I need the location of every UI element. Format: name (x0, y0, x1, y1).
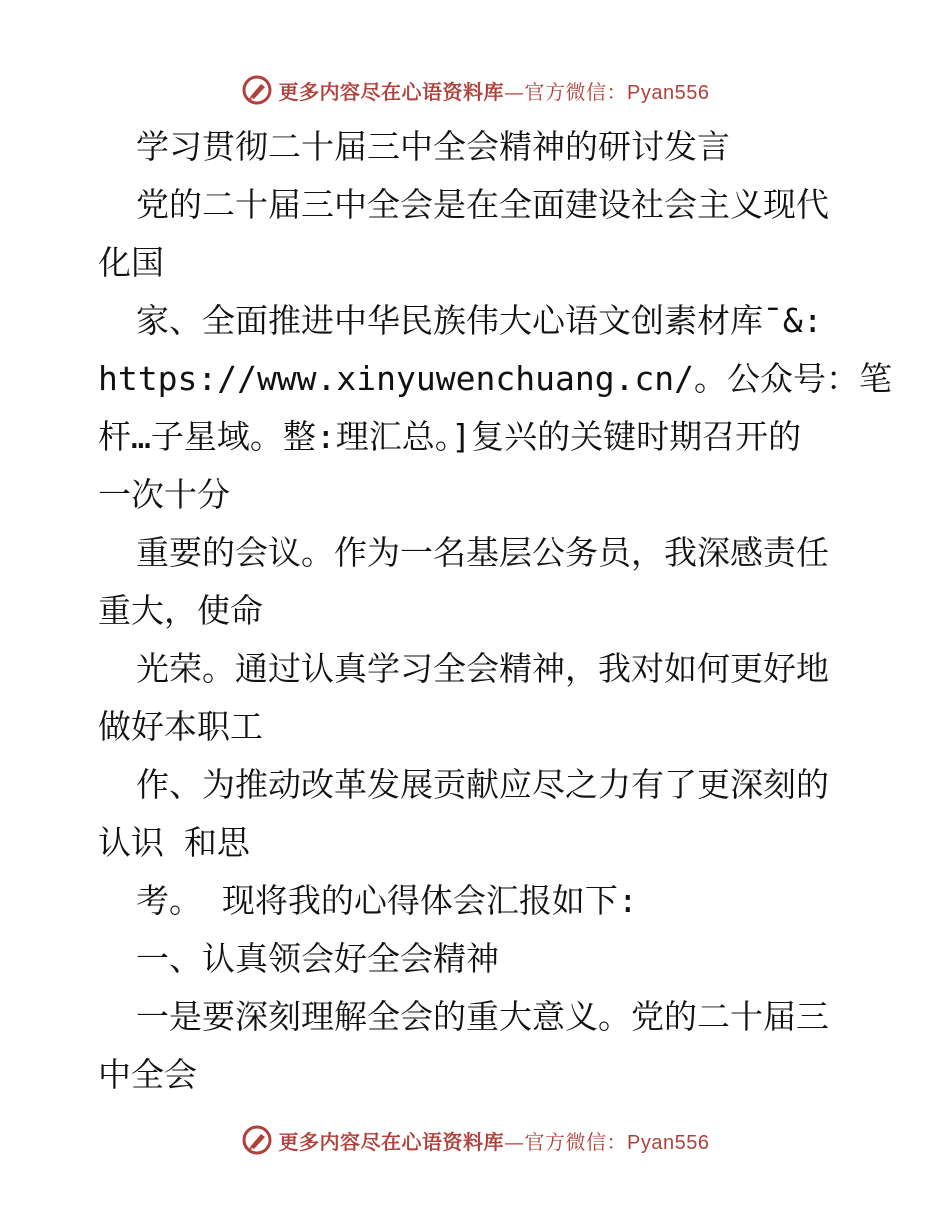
pen-logo-icon (241, 1124, 273, 1156)
watermark-banner-top (0, 70, 950, 110)
paragraph-line: 光荣。通过认真学习全会精神，我对如何更好地 (136, 649, 829, 688)
paragraph-line: 重大，使命 (98, 591, 263, 630)
paragraph-line: 作、为推动改革发展贡献应尽之力有了更深刻的 (136, 765, 829, 804)
banner-wechat-label: —官方微信： (504, 1129, 628, 1154)
watermark-banner-bottom (0, 1120, 950, 1160)
banner-wechat-id: Pyan556 (627, 81, 710, 104)
banner-site-name: 更多内容尽在心语资料库 (278, 79, 505, 104)
banner-wechat-label: —官方微信： (504, 79, 628, 104)
paragraph-line: 化国 (98, 243, 164, 282)
banner-site-name: 更多内容尽在心语资料库 (278, 1129, 505, 1154)
pen-logo-icon (241, 74, 273, 106)
paragraph-line: 一次十分 (98, 475, 230, 514)
paragraph-line: 杆…子星域。整:理汇总。]复兴的关键时期召开的 (98, 417, 802, 456)
banner-wechat-id: Pyan556 (627, 1131, 710, 1154)
paragraph-line: https://www.xinyuwenchuang.cn/。公众号：笔 (98, 359, 893, 398)
paragraph-line: 重要的会议。作为一名基层公务员，我深感责任 (136, 533, 829, 572)
paragraph-line: 家、全面推进中华民族伟大心语文创素材库¯&: (136, 301, 823, 340)
paragraph-line: 党的二十届三中全会是在全面建设社会主义现代 (136, 185, 829, 224)
document-title: 学习贯彻二十届三中全会精神的研讨发言 (136, 127, 730, 166)
section-heading: 一、认真领会好全会精神 (136, 939, 499, 978)
document-body (98, 118, 893, 1104)
paragraph-line: 中全会 (98, 1055, 197, 1094)
paragraph-line: 一是要深刻理解全会的重大意义。党的二十届三 (136, 997, 829, 1036)
paragraph-line: 认识 和思 (98, 823, 250, 862)
paragraph-line: 考。 现将我的心得体会汇报如下: (136, 881, 638, 920)
paragraph-line: 做好本职工 (98, 707, 263, 746)
